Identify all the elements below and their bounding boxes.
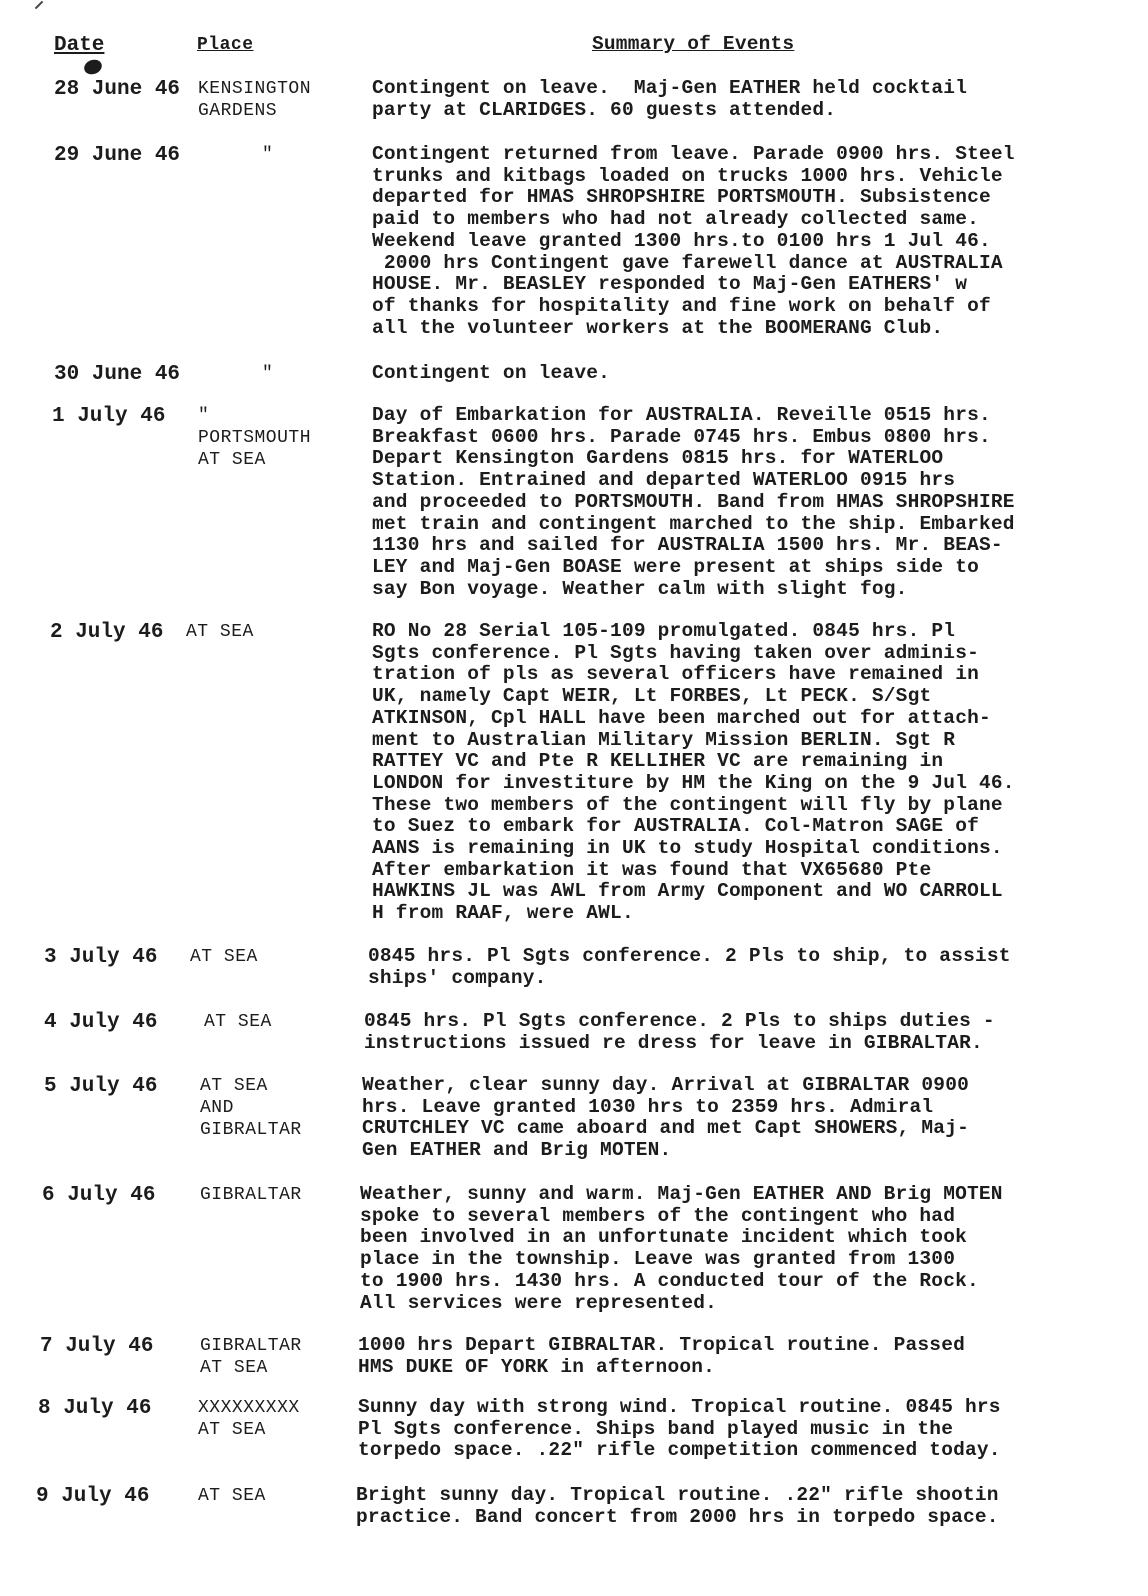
entry-place: AT SEA (198, 1486, 266, 1506)
entry-summary: Contingent returned from leave. Parade 0900 hrs. Steel trunks and kitbags loaded on trucks 1000 hrs. Vehicle departed for HMAS SHROPSHIRE PORTSMOUTH. Subsistence paid to members who had not already collected same. Weekend leave granted 1300 hrs.to 0100 hrs 1 Jul 46. 2000 hrs Contingent gave farewell dance at AUSTRALIA HOUSE. Mr. BEASLEY responded to Maj-Gen EATHERS' w of thanks for hospitality and fine work on behalf of all the volunteer workers at the BOOMERANG Club. (372, 143, 1015, 339)
entry-place: " PORTSMOUTH AT SEA (198, 406, 312, 470)
entry-place: " (262, 145, 274, 165)
entry-place: AT SEA AND GIBRALTAR (200, 1076, 302, 1140)
entry-date: 29 June 46 (54, 144, 181, 167)
entry-date: 4 July 46 (44, 1011, 158, 1034)
entry-date: 1 July 46 (52, 405, 166, 428)
entry-summary: Weather, sunny and warm. Maj-Gen EATHER AND Brig MOTEN spoke to several members of the contingent who had been involved in an unfortunate incident which took place in the township. Leave was granted from 1300 to 1900 hrs. 1430 hrs. A conducted tour of the Rock. All services were represented. (360, 1183, 1003, 1314)
entry-date: 8 July 46 (38, 1397, 152, 1420)
entry-date: 6 July 46 (42, 1184, 156, 1207)
entry-summary: RO No 28 Serial 105-109 promulgated. 0845 hrs. Pl Sgts conference. Pl Sgts having taken over adminis- tration of pls as several officers have remained in UK, namely Capt WEIR, Lt FORBES, Lt PECK. S/Sgt ATKINSON, Cpl HALL have been marched out for attach- ment to Australian Military Mission BERLIN. Sgt R RATTEY VC and Pte R KELLIHER VC are remaining in LONDON for investiture by HM the King on the 9 Jul 46. These two members of the contingent will fly by plane to Suez to embark for AUSTRALIA. Col-Matron SAGE of AANS is remaining in UK to study Hospital conditions. After embarkation it was found that VX65680 Pte HAWKINS JL was AWL from Army Component and WO CARROLL H from RAAF, were AWL. (372, 620, 1015, 925)
entry-summary: Contingent on leave. (372, 362, 611, 384)
entry-date: 9 July 46 (36, 1485, 150, 1508)
entry-summary: Day of Embarkation for AUSTRALIA. Reveille 0515 hrs. Breakfast 0600 hrs. Parade 0745 hrs. Embus 0800 hrs. Depart Kensington Gardens 0815 hrs. for WATERLOO Station. Entrained and departed WATERLOO 0915 hrs and proceeded to PORTSMOUTH. Band from HMAS SHROPSHIRE met train and contingent marched to the ship. Embarked 1130 hrs and sailed for AUSTRALIA 1500 hrs. Mr. BEAS- LEY and Maj-Gen BOASE were present at ships side to say Bon voyage. Weather calm with slight fog. (372, 404, 1015, 600)
header-place: Place (197, 35, 254, 55)
entry-place: AT SEA (204, 1012, 272, 1032)
pen-mark (35, 1, 43, 9)
entry-date: 28 June 46 (54, 78, 181, 101)
entry-summary: Bright sunny day. Tropical routine. .22" rifle shootin practice. Band concert from 2000 hrs in torpedo space. (356, 1484, 999, 1528)
entry-date: 7 July 46 (40, 1335, 154, 1358)
entry-place: AT SEA (190, 947, 258, 967)
entry-place: " (262, 364, 274, 384)
entry-place: KENSINGTON GARDENS (198, 79, 312, 121)
entry-place: XXXXXXXXX AT SEA (198, 1398, 300, 1440)
entry-date: 30 June 46 (54, 363, 181, 386)
entry-summary: 0845 hrs. Pl Sgts conference. 2 Pls to ship, to assist ships' company. (368, 945, 1011, 989)
header-summary: Summary of Events (592, 33, 795, 55)
entry-summary: Weather, clear sunny day. Arrival at GIBRALTAR 0900 hrs. Leave granted 1030 hrs to 2359 hrs. Admiral CRUTCHLEY VC came aboard and met Capt SHOWERS, Maj- Gen EATHER and Brig MOTEN. (362, 1074, 969, 1162)
entry-place: GIBRALTAR AT SEA (200, 1336, 302, 1378)
entry-summary: 0845 hrs. Pl Sgts conference. 2 Pls to ships duties - instructions issued re dress for leave in GIBRALTAR. (364, 1010, 995, 1054)
ink-blot (82, 57, 104, 76)
entry-date: 3 July 46 (44, 946, 158, 969)
entry-date: 2 July 46 (50, 621, 164, 644)
entry-summary: Sunny day with strong wind. Tropical routine. 0845 hrs Pl Sgts conference. Ships band played music in the torpedo space. .22" rifle competition commenced today. (358, 1396, 1001, 1462)
entry-place: AT SEA (186, 622, 254, 642)
header-date: Date (54, 34, 105, 57)
entry-summary: 1000 hrs Depart GIBRALTAR. Tropical routine. Passed HMS DUKE OF YORK in afternoon. (358, 1334, 965, 1378)
entry-date: 5 July 46 (44, 1075, 158, 1098)
entry-place: GIBRALTAR (200, 1185, 302, 1205)
entry-summary: Contingent on leave. Maj-Gen EATHER held cocktail party at CLARIDGES. 60 guests attended. (372, 77, 968, 121)
